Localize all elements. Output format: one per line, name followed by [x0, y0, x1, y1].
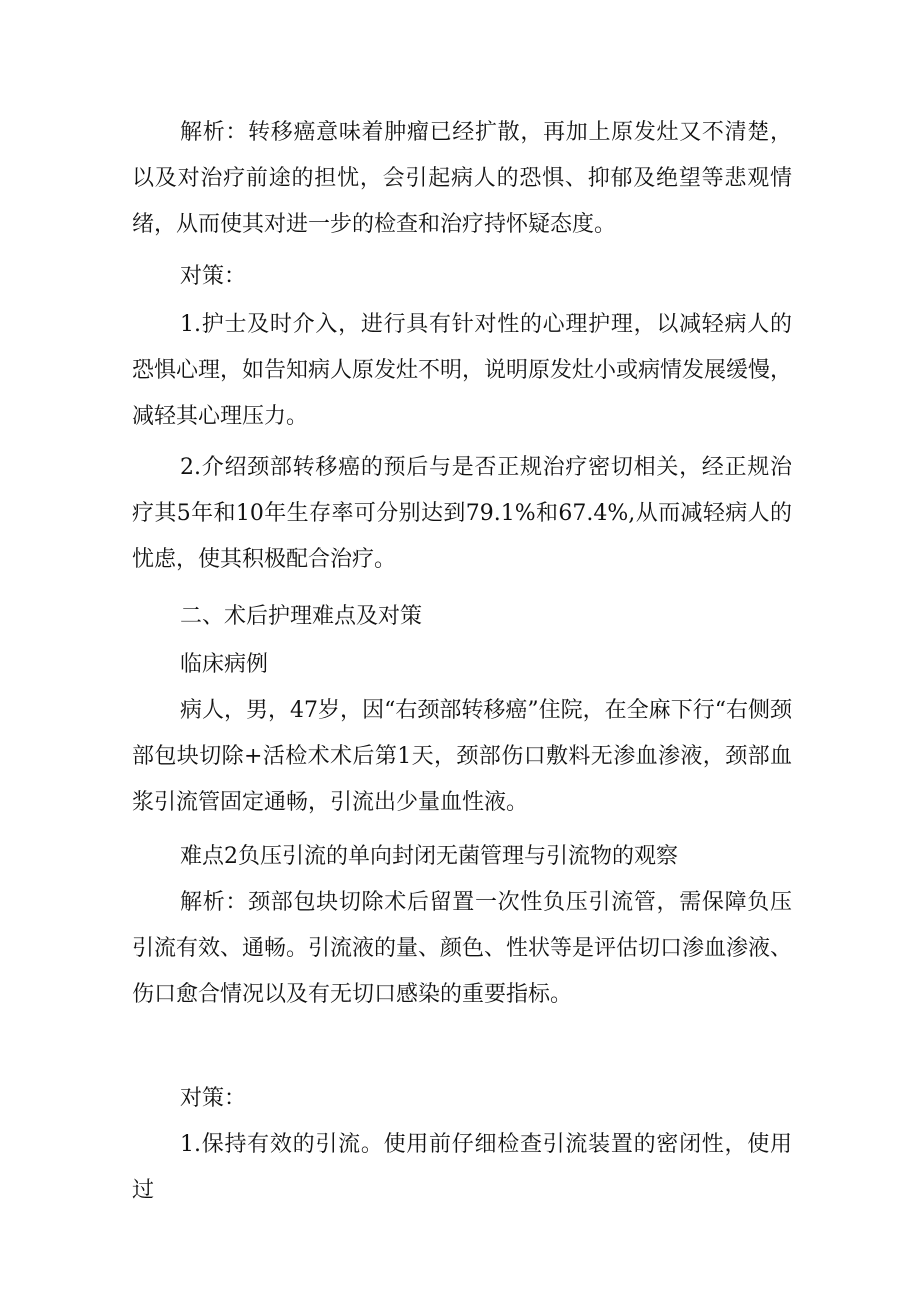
section-heading-postoperative: 二、术后护理难点及对策: [180, 604, 423, 629]
paragraph-countermeasure-3: 1.保持有效的引流。使用前仔细检查引流装置的密闭性，使用过: [132, 1132, 792, 1203]
paragraph-clinical-case-heading: 临床病例: [180, 652, 269, 677]
paragraph-countermeasure-1: 1.护士及时介入，进行具有针对性的心理护理，以减轻病人的恐惧心理，如告知病人原发灶不明，说明原发灶小或病情发展缓慢，减轻其心理压力。: [132, 312, 793, 429]
paragraph-difficulty-2: 难点2负压引流的单向封闭无菌管理与引流物的观察: [180, 844, 678, 869]
paragraph-analysis-1: 解析：转移癌意味着肿瘤已经扩散，再加上原发灶又不清楚，以及对治疗前途的担忧，会引起病人的恐惧、抑郁及绝望等悲观情绪，从而使其对进一步的检查和治疗持怀疑态度。: [132, 120, 792, 237]
paragraph-countermeasure-heading-1: 对策：: [180, 264, 247, 289]
paragraph-analysis-2: 解析：颈部包块切除术后留置一次性负压引流管，需保障负压引流有效、通畅。引流液的量、颜色、性状等是评估切口渗血渗液、伤口愈合情况以及有无切口感染的重要指标。: [132, 890, 793, 1007]
paragraph-countermeasure-2: 2.介绍颈部转移癌的预后与是否正规治疗密切相关，经正规治疗其5年和10年生存率可分别达到79.1%和67.4%,从而减轻病人的忧虑，使其积极配合治疗。: [132, 455, 792, 572]
paragraph-clinical-case: 病人，男，47岁，因“右颈部转移癌”住院，在全麻下行“右侧颈部包块切除+活检术术后第1天，颈部伤口敷料无渗血渗液，颈部血浆引流管固定通畅，引流出少量血性液。: [132, 698, 792, 815]
paragraph-countermeasure-heading-2: 对策：: [180, 1086, 247, 1111]
